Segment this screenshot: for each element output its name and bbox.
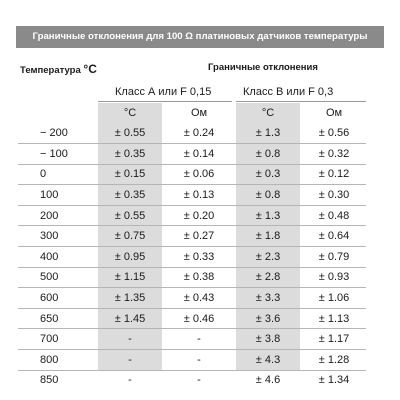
class-b-celsius-cell: ± 0.8 <box>255 189 281 202</box>
temperature-cell: 100 <box>40 189 59 202</box>
row-divider <box>18 287 366 288</box>
class-a-ohm-cell: ± 0.38 <box>183 271 215 284</box>
row-divider <box>18 143 366 144</box>
temperature-cell: − 200 <box>40 127 68 140</box>
class-a-celsius-cell: - <box>128 333 132 346</box>
class-a-celsius-cell: ± 0.15 <box>114 168 146 181</box>
class-a-celsius-cell: ± 0.55 <box>114 209 146 222</box>
class-b-ohm-cell: ± 0.56 <box>318 127 350 140</box>
table-row <box>18 370 368 391</box>
row-divider <box>18 246 366 247</box>
class-a-ohm-cell: ± 0.20 <box>183 209 215 222</box>
temperature-cell: 500 <box>40 271 59 284</box>
table-row <box>18 308 368 329</box>
temperature-label: Температура <box>20 65 81 76</box>
class-b-ohm-header: Ом <box>325 107 343 119</box>
class-a-celsius-cell: - <box>128 353 132 366</box>
temperature-cell: 800 <box>40 353 59 366</box>
temperature-cell: 0 <box>40 168 47 181</box>
row-divider <box>18 349 366 350</box>
class-a-celsius-cell: ± 1.35 <box>114 292 146 305</box>
temperature-cell: − 100 <box>40 147 68 160</box>
table-title: Граничные отклонения для 100 Ω платиновых датчиков температуры <box>16 26 384 48</box>
class-b-celsius-cell: ± 2.8 <box>255 271 281 284</box>
temperature-cell: 850 <box>40 374 59 387</box>
class-b-celsius-cell: ± 3.3 <box>255 292 281 305</box>
class-a-ohm-cell: - <box>197 353 201 366</box>
class-b-celsius-cell: ± 4.3 <box>255 353 281 366</box>
class-a-divider <box>98 101 232 102</box>
row-divider <box>18 267 366 268</box>
class-b-celsius-cell: ± 3.6 <box>255 312 281 325</box>
class-a-ohm-cell: - <box>197 374 201 387</box>
class-a-celsius-cell: ± 0.35 <box>114 147 146 160</box>
table-row <box>18 350 368 371</box>
deviation-table <box>18 103 368 391</box>
row-divider <box>18 164 366 165</box>
class-b-ohm-cell: ± 1.28 <box>318 353 350 366</box>
class-a-celsius-cell: - <box>128 374 132 387</box>
table-row <box>18 164 368 185</box>
table-row <box>18 123 368 144</box>
class-a-ohm-cell: ± 0.46 <box>183 312 215 325</box>
table-row <box>18 329 368 350</box>
class-b-header: Класс В или F 0,3 <box>243 86 334 98</box>
class-b-celsius-cell: ± 2.3 <box>255 250 281 263</box>
class-b-celsius-cell: ± 0.3 <box>255 168 281 181</box>
class-b-celsius-cell: ± 1.8 <box>255 230 281 243</box>
row-divider <box>18 184 366 185</box>
table-row <box>18 205 368 226</box>
class-a-celsius-cell: ± 0.35 <box>114 189 146 202</box>
class-a-ohm-cell: ± 0.06 <box>183 168 215 181</box>
class-b-celsius-header: °C <box>261 107 275 119</box>
class-b-celsius-cell: ± 4.6 <box>255 374 281 387</box>
row-divider <box>18 370 366 371</box>
class-b-ohm-cell: ± 0.12 <box>318 168 350 181</box>
class-a-ohm-header: Ом <box>190 107 208 119</box>
row-divider <box>18 328 366 329</box>
class-a-ohm-cell: ± 0.27 <box>183 230 215 243</box>
class-b-ohm-cell: ± 0.30 <box>318 189 350 202</box>
class-a-ohm-cell: ± 0.33 <box>183 250 215 263</box>
class-b-ohm-cell: ± 0.48 <box>318 209 350 222</box>
class-a-ohm-cell: ± 0.14 <box>183 147 215 160</box>
row-divider <box>18 308 366 309</box>
class-a-celsius-header: °C <box>123 107 137 119</box>
table-row <box>18 226 368 247</box>
class-a-header: Класс А или F 0,15 <box>115 86 212 98</box>
class-a-celsius-cell: ± 0.75 <box>114 230 146 243</box>
row-divider <box>18 205 366 206</box>
class-a-ohm-cell: ± 0.13 <box>183 189 215 202</box>
class-b-divider <box>236 101 366 102</box>
temperature-cell: 300 <box>40 230 59 243</box>
class-b-celsius-cell: ± 1.3 <box>255 209 281 222</box>
class-a-ohm-cell: - <box>197 333 201 346</box>
unit-header-row <box>18 103 368 123</box>
deviations-header: Граничные отклонения <box>208 62 318 73</box>
class-b-ohm-cell: ± 1.13 <box>318 312 350 325</box>
table-row <box>18 288 368 309</box>
class-b-ohm-cell: ± 0.93 <box>318 271 350 284</box>
class-b-celsius-cell: ± 1.3 <box>255 127 281 140</box>
temperature-header <box>20 62 97 76</box>
temperature-cell: 700 <box>40 333 59 346</box>
class-a-ohm-cell: ± 0.43 <box>183 292 215 305</box>
class-b-celsius-cell: ± 0.8 <box>255 147 281 160</box>
temperature-cell: 600 <box>40 292 59 305</box>
class-b-ohm-cell: ± 0.79 <box>318 250 350 263</box>
class-b-ohm-cell: ± 1.34 <box>318 374 350 387</box>
class-b-ohm-cell: ± 0.32 <box>318 147 350 160</box>
row-divider <box>18 225 366 226</box>
class-b-ohm-cell: ± 0.64 <box>318 230 350 243</box>
class-b-celsius-cell: ± 3.8 <box>255 333 281 346</box>
class-a-celsius-cell: ± 0.95 <box>114 250 146 263</box>
class-a-celsius-cell: ± 1.15 <box>114 271 146 284</box>
table-row <box>18 267 368 288</box>
table-row <box>18 185 368 206</box>
class-a-celsius-cell: ± 0.55 <box>114 127 146 140</box>
class-b-ohm-cell: ± 1.17 <box>318 333 350 346</box>
class-b-ohm-cell: ± 1.06 <box>318 292 350 305</box>
class-a-celsius-cell: ± 1.45 <box>114 312 146 325</box>
class-a-ohm-cell: ± 0.24 <box>183 127 215 140</box>
temperature-cell: 400 <box>40 250 59 263</box>
table-row <box>18 144 368 165</box>
temperature-cell: 200 <box>40 209 59 222</box>
temperature-cell: 650 <box>40 312 59 325</box>
table-row <box>18 247 368 268</box>
temperature-unit: °C <box>83 62 97 76</box>
